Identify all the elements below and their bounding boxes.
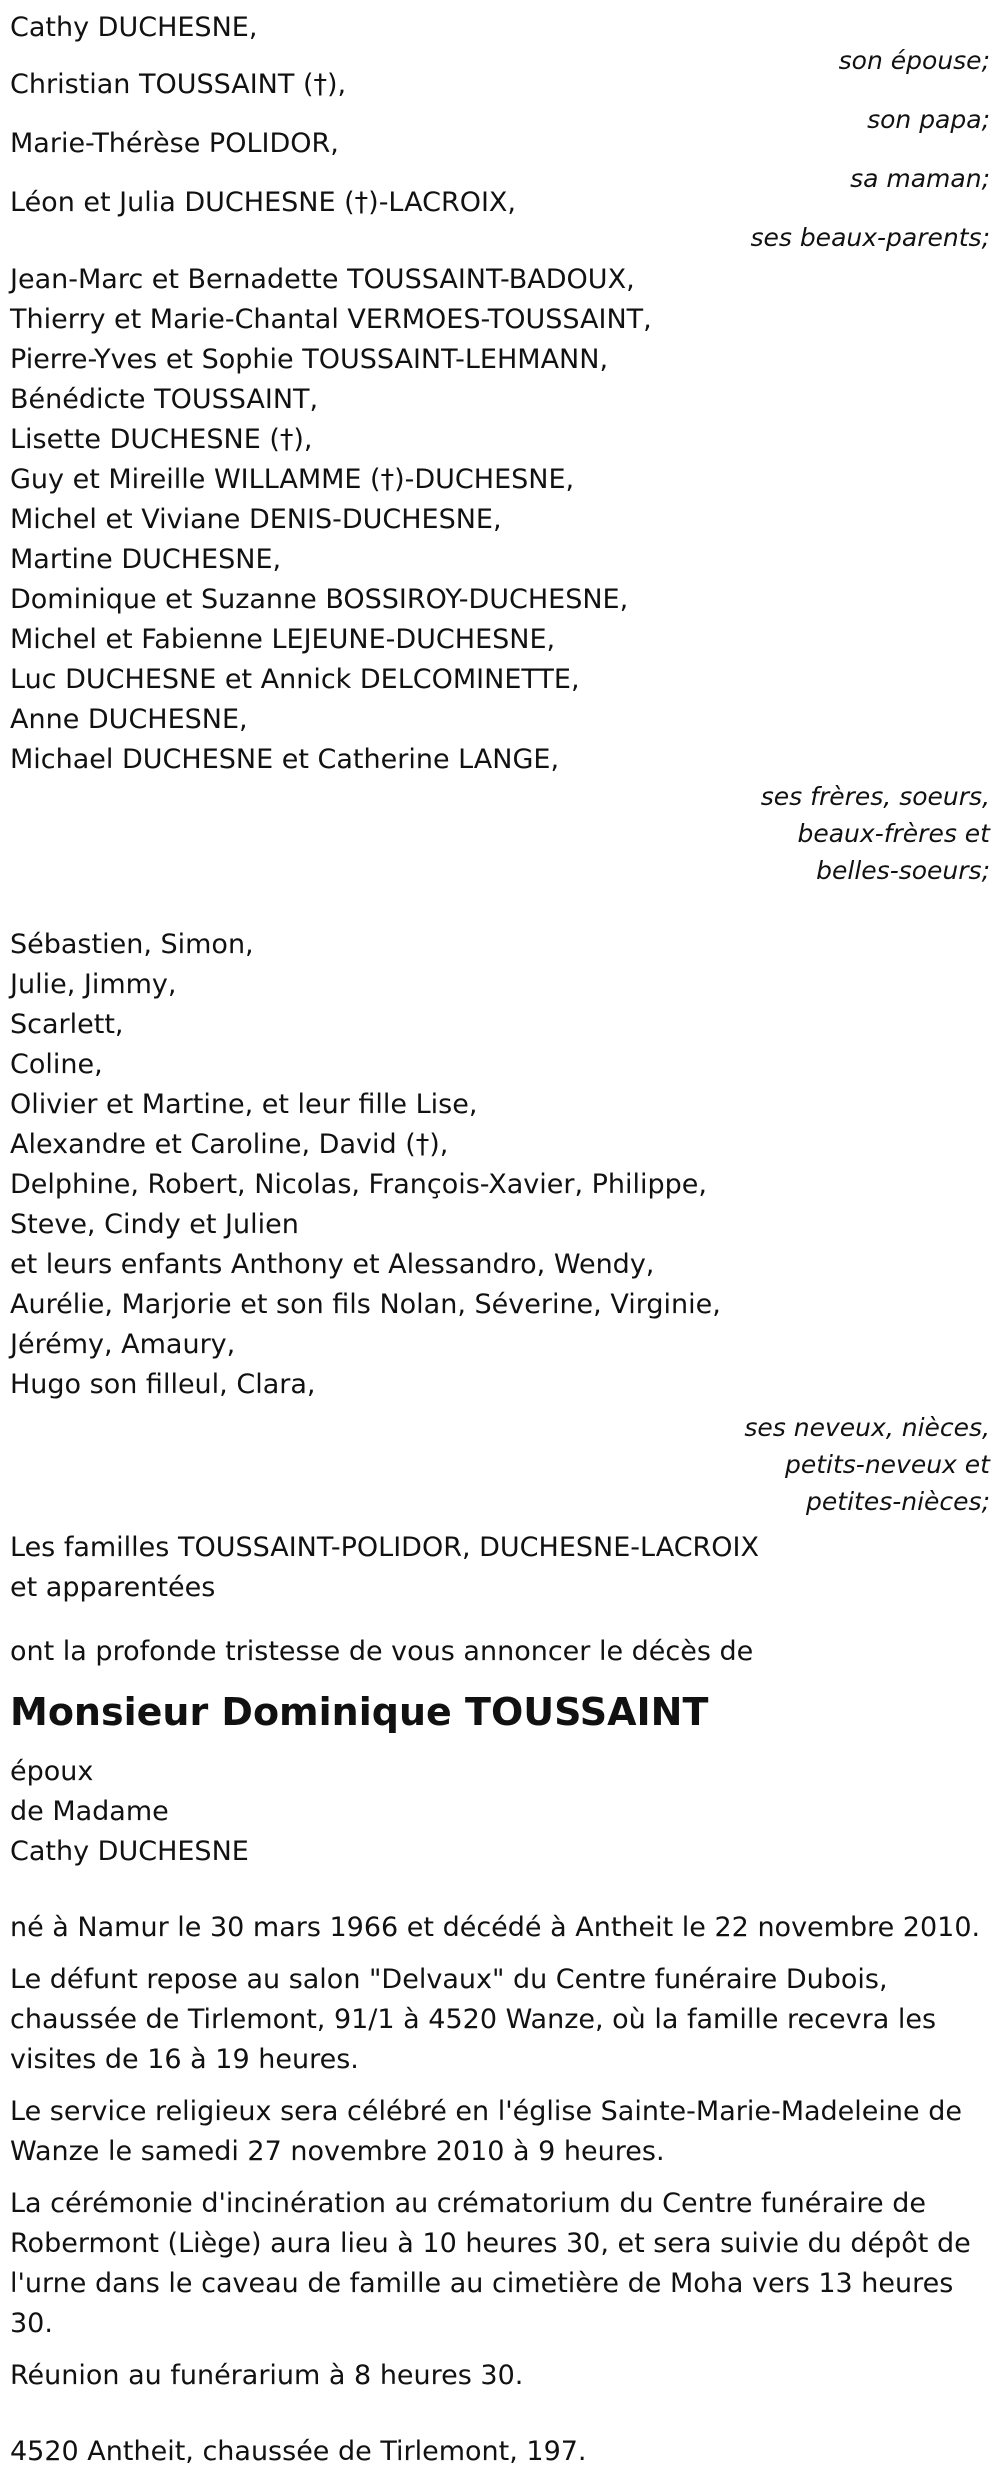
nephew-item: Olivier et Martine, et leur fille Lise, [10, 1089, 478, 1120]
father-relation: son papa; [867, 105, 990, 134]
families-line: Les familles TOUSSAINT-POLIDOR, DUCHESNE-LACROIX [10, 1532, 760, 1563]
nephew-item: Jérémy, Amaury, [10, 1329, 236, 1360]
spouse-info-line: époux [10, 1756, 94, 1787]
sibling-item: Dominique et Suzanne BOSSIROY-DUCHESNE, [10, 584, 629, 615]
sibling-item: Michel et Fabienne LEJEUNE-DUCHESNE, [10, 624, 556, 655]
nephews-relation [10, 1409, 990, 1520]
sibling-item: Bénédicte TOUSSAINT, [10, 384, 319, 415]
nephew-item: Alexandre et Caroline, David (†), [10, 1129, 449, 1160]
sibling-item: Lisette DUCHESNE (†), [10, 424, 313, 455]
sibling-item: Pierre-Yves et Sophie TOUSSAINT-LEHMANN, [10, 344, 609, 375]
sibling-item: Guy et Mireille WILLAMME (†)-DUCHESNE, [10, 464, 575, 495]
nephews-relation-line: ses neveux, nièces, [744, 1413, 990, 1442]
sibling-item: Luc DUCHESNE et Annick DELCOMINETTE, [10, 664, 580, 695]
nephew-item: Steve, Cindy et Julien [10, 1209, 299, 1240]
sibling-item: Michel et Viviane DENIS-DUCHESNE, [10, 504, 502, 535]
sibling-item: Thierry et Marie-Chantal VERMOES-TOUSSAINT, [10, 304, 652, 335]
nephew-item: et leurs enfants Anthony et Alessandro, Wendy, [10, 1249, 655, 1280]
mother-relation: sa maman; [850, 164, 990, 193]
meeting-details: Réunion au funérarium à 8 heures 30. [10, 2360, 524, 2391]
viewing-details: Le défunt repose au salon "Delvaux" du Centre funéraire Dubois, chaussée de Tirlemont, 91/1 à 4520 Wanze, où la famille recevra les visites de 16 à 19 heures. [10, 1964, 937, 2075]
sibling-item: Jean-Marc et Bernadette TOUSSAINT-BADOUX, [10, 264, 635, 295]
siblings-relation-line: ses frères, soeurs, [760, 782, 990, 811]
nephews-list [10, 925, 990, 1405]
father-name: Christian TOUSSAINT (†), [10, 69, 347, 100]
siblings-list [10, 260, 990, 780]
mother-name: Marie-Thérèse POLIDOR, [10, 128, 339, 159]
siblings-relation [10, 778, 990, 889]
cremation-details: La cérémonie d'incinération au crématorium du Centre funéraire de Robermont (Liège) aura lieu à 10 heures 30, et sera suivie du dépôt de l'urne dans le caveau de famille au cimetière de Moha vers 13 heures 30. [10, 2188, 971, 2339]
deceased-name: Monsieur Dominique TOUSSAINT [10, 1690, 709, 1734]
announcement-text: ont la profonde tristesse de vous annoncer le décès de [10, 1636, 754, 1667]
families-block [10, 1528, 990, 1608]
details-block [10, 1908, 985, 2396]
siblings-relation-line: belles-soeurs; [816, 856, 990, 885]
spouse-relation: son épouse; [838, 46, 990, 75]
in-laws-name: Léon et Julia DUCHESNE (†)-LACROIX, [10, 187, 516, 218]
spouse-info-line: Cathy DUCHESNE [10, 1836, 249, 1867]
nephew-item: Julie, Jimmy, [10, 969, 177, 1000]
families-line: et apparentées [10, 1572, 216, 1603]
spouse-info-line: de Madame [10, 1796, 169, 1827]
sibling-item: Anne DUCHESNE, [10, 704, 248, 735]
nephew-item: Hugo son filleul, Clara, [10, 1369, 316, 1400]
address-line: 4520 Antheit, chaussée de Tirlemont, 197. [10, 2436, 587, 2467]
nephews-relation-line: petits-neveux et [784, 1450, 990, 1479]
in-laws-relation: ses beaux-parents; [750, 223, 990, 252]
spouse-info [10, 1752, 990, 1872]
service-details: Le service religieux sera célébré en l'église Sainte-Marie-Madeleine de Wanze le samedi 27 novembre 2010 à 9 heures. [10, 2096, 962, 2167]
sibling-item: Michael DUCHESNE et Catherine LANGE, [10, 744, 560, 775]
nephew-item: Scarlett, [10, 1009, 124, 1040]
nephew-item: Sébastien, Simon, [10, 929, 254, 960]
nephew-item: Aurélie, Marjorie et son fils Nolan, Séverine, Virginie, [10, 1289, 721, 1320]
sibling-item: Martine DUCHESNE, [10, 544, 282, 575]
spouse-name: Cathy DUCHESNE, [10, 12, 258, 43]
nephews-relation-line: petites-nièces; [806, 1487, 990, 1516]
siblings-relation-line: beaux-frères et [797, 819, 990, 848]
nephew-item: Coline, [10, 1049, 103, 1080]
nephew-item: Delphine, Robert, Nicolas, François-Xavier, Philippe, [10, 1169, 707, 1200]
birth-death-details: né à Namur le 30 mars 1966 et décédé à Antheit le 22 novembre 2010. [10, 1912, 981, 1943]
